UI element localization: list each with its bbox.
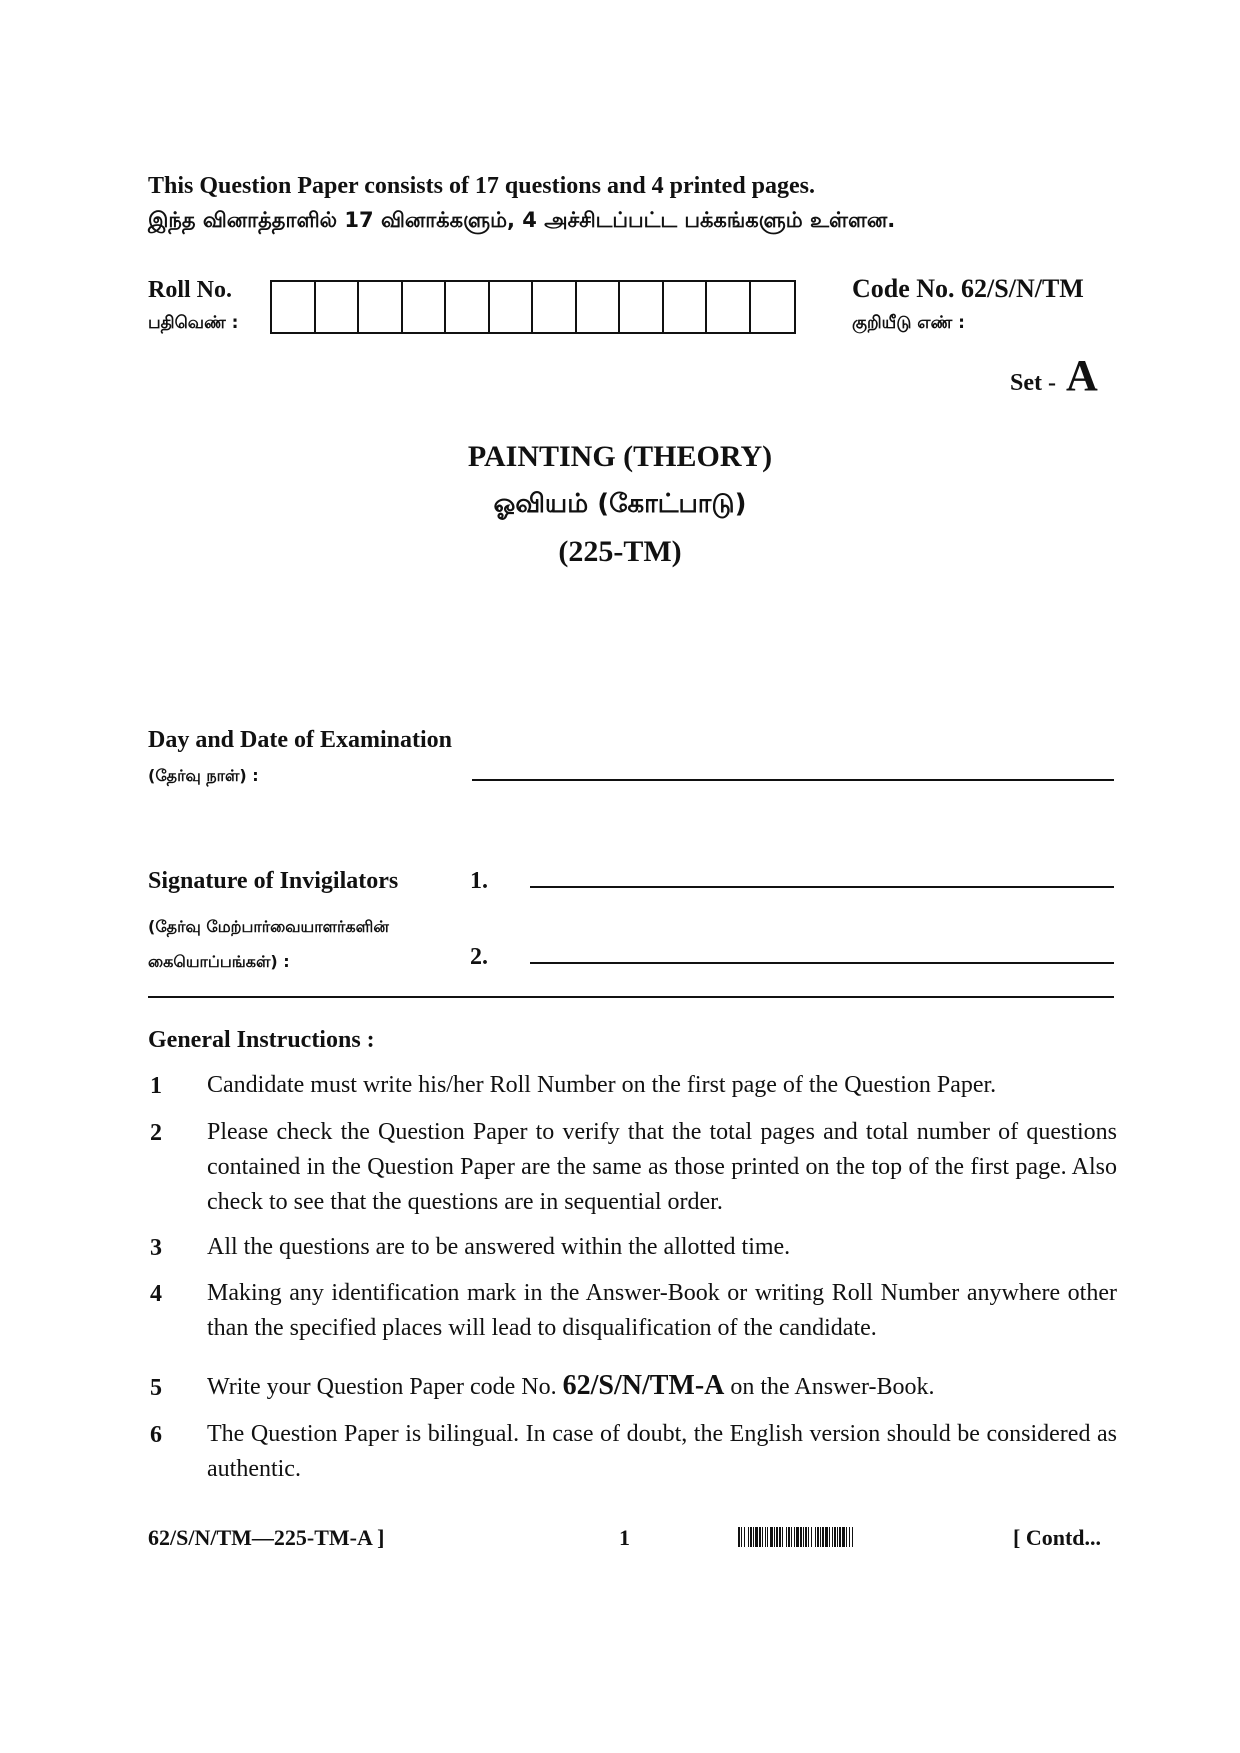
instruction-text: All the questions are to be answered within the allotted time. [207, 1234, 791, 1260]
instruction-text: Please check the Question Paper to verify that the total pages and total number of questions contained in the Question Paper are the same as those printed on the top of the first page. Also check to see that the questions are in sequential order. [207, 1119, 1117, 1215]
subject-code: (225-TM) [558, 535, 682, 568]
instruction-number: 3 [150, 1235, 162, 1261]
roll-box[interactable] [446, 282, 490, 332]
invigilators-label-tamil-1: (தேர்வு மேற்பார்வையாளர்களின் [148, 917, 389, 936]
paper-info-tamil: இந்த வினாத்தாளில் 17 வினாக்களும், 4 அச்சிடப்பட்ட பக்கங்களும் உள்ளன. [148, 208, 896, 232]
instruction-number: 5 [150, 1375, 162, 1401]
roll-label: Roll No. [148, 277, 232, 303]
roll-box[interactable] [316, 282, 360, 332]
instruction-number: 6 [150, 1422, 162, 1448]
instruction-text-part: on the Answer-Book. [730, 1374, 935, 1400]
roll-box[interactable] [577, 282, 621, 332]
exam-date-label-tamil: (தேர்வு நாள்) : [148, 766, 259, 785]
invigilator-1-number: 1. [470, 868, 488, 894]
instruction-text [207, 1368, 1117, 1405]
roll-number-boxes[interactable] [270, 280, 796, 334]
instruction-text-part: Write your Question Paper code No. [207, 1374, 557, 1400]
instruction-text: The Question Paper is bilingual. In case of doubt, the English version should be considered as authentic. [207, 1421, 1117, 1482]
roll-box[interactable] [533, 282, 577, 332]
roll-box[interactable] [490, 282, 534, 332]
invigilator-1-signature-line[interactable] [530, 886, 1114, 888]
invigilators-label-tamil-2: கையொப்பங்கள்) : [148, 952, 290, 971]
roll-box[interactable] [272, 282, 316, 332]
instruction-text: Candidate must write his/her Roll Number on the first page of the Question Paper. [207, 1072, 997, 1098]
invigilators-label: Signature of Invigilators [148, 868, 399, 894]
set-label [1010, 350, 1098, 401]
instruction-number: 4 [150, 1281, 162, 1307]
invigilator-2-number: 2. [470, 944, 488, 970]
instruction-number: 2 [150, 1120, 162, 1146]
continued-label: [ Contd... [1013, 1525, 1102, 1550]
set-prefix: Set - [1010, 370, 1056, 396]
section-divider [148, 996, 1114, 998]
roll-label-tamil: பதிவெண் : [148, 313, 239, 333]
answer-book-code: 62/S/N/TM-A [562, 1370, 725, 1401]
page-number: 1 [619, 1525, 630, 1550]
instructions-heading: General Instructions : [148, 1027, 375, 1053]
exam-date-label: Day and Date of Examination [148, 727, 453, 753]
roll-box[interactable] [403, 282, 447, 332]
footer-paper-code: 62/S/N/TM—225-TM-A ] [148, 1525, 385, 1550]
code-label-tamil: குறியீடு எண் : [852, 313, 965, 333]
paper-info-english: This Question Paper consists of 17 questions and 4 printed pages. [148, 173, 816, 199]
instruction-text: Making any identification mark in the Answer-Book or writing Roll Number anywhere other than the specified places will lead to disqualification of the candidate. [207, 1280, 1117, 1341]
subject-title: PAINTING (THEORY) [467, 440, 773, 473]
exam-date-line[interactable] [472, 779, 1114, 781]
roll-box[interactable] [751, 282, 795, 332]
roll-box[interactable] [707, 282, 751, 332]
subject-title-tamil: ஓவியம் (கோட்பாடு) [493, 489, 747, 519]
instruction-number: 1 [150, 1073, 162, 1099]
roll-box[interactable] [620, 282, 664, 332]
code-number: Code No. 62/S/N/TM [852, 274, 1084, 303]
set-letter: A [1065, 351, 1098, 400]
barcode [738, 1527, 990, 1547]
invigilator-2-signature-line[interactable] [530, 962, 1114, 964]
roll-box[interactable] [359, 282, 403, 332]
roll-box[interactable] [664, 282, 708, 332]
